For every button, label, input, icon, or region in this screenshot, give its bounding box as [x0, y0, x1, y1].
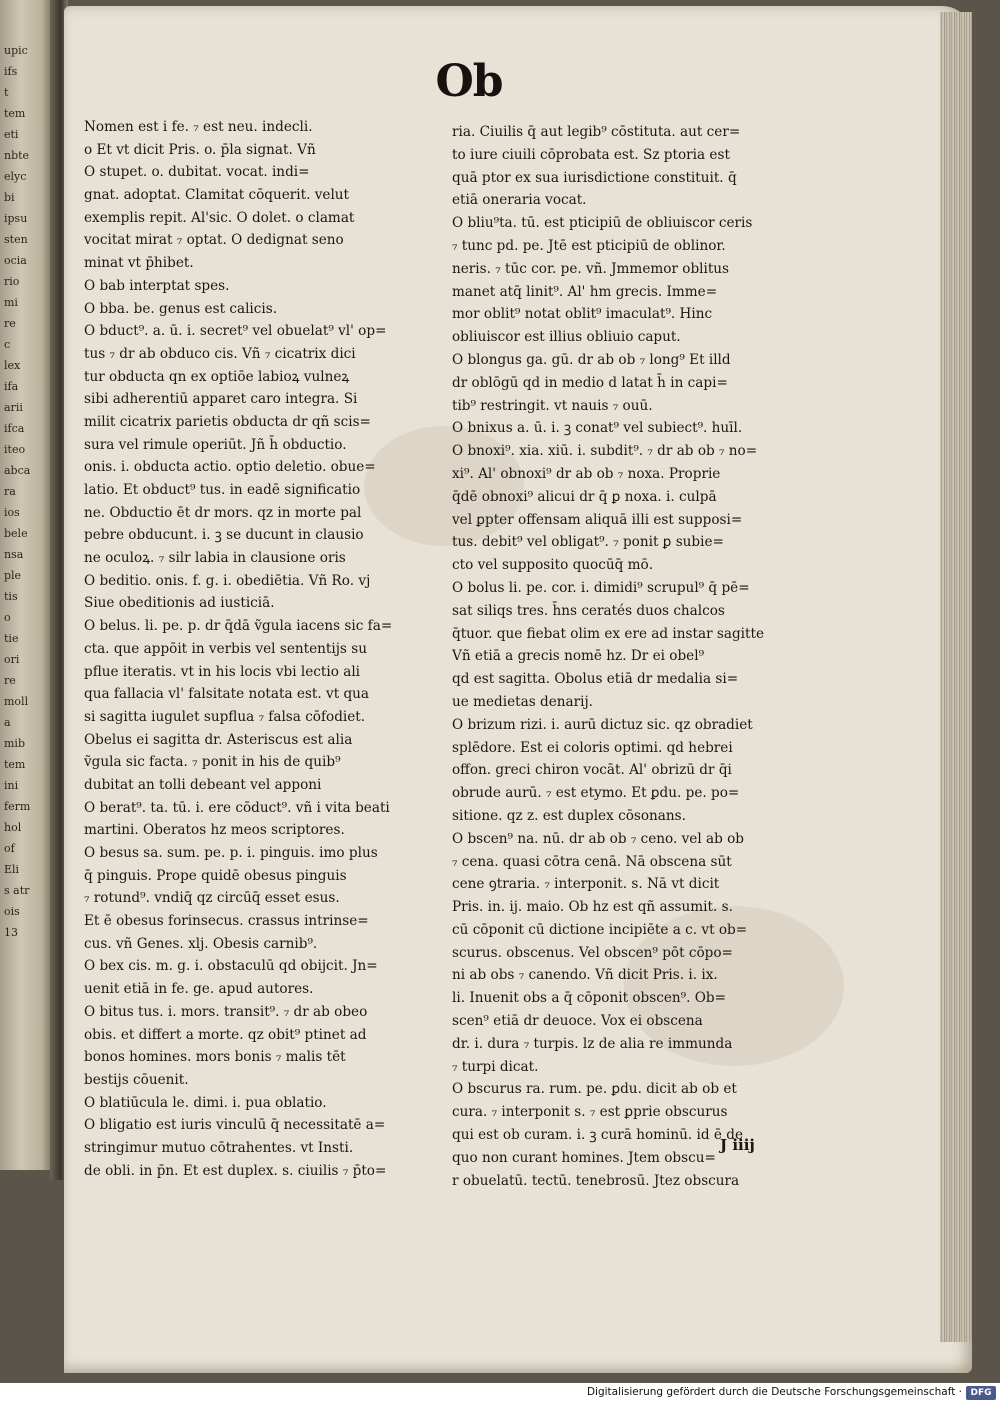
dfg-logo: DFG [966, 1386, 996, 1400]
facing-page-fragment: ocia [4, 254, 27, 267]
text-line: cus. vñ Genes. xlj. Obesis carnib⁹. [84, 935, 318, 952]
text-line: Vñ etiā a grecis nomē hz. Dr ei obel⁹ [452, 648, 705, 665]
text-line: mor oblit⁹ notat oblit⁹ imaculat⁹. Hinc [452, 306, 713, 323]
text-line: ria. Ciuilis q̄ aut legib⁹ cōstituta. aut cer= [452, 124, 741, 140]
text-line: O blongus ga. gū. dr ab ob ₇ long⁹ Et illd [452, 351, 731, 368]
text-line: to iure ciuili cōprobata est. Sz ptoria est [452, 146, 730, 163]
facing-page-fragment: sten [4, 233, 28, 246]
facing-page-fragment: ori [4, 653, 20, 666]
text-line: O bduct⁹. a. ū. i. secret⁹ vel obuelat⁹ vl' op= [84, 323, 387, 340]
facing-page-fragment: o [4, 611, 11, 624]
text-line: stringimur mutuo cōtrahentes. vt Insti. [84, 1139, 354, 1156]
text-line: obrude aurū. ₇ est etymo. Et ꝑdu. pe. po= [452, 785, 740, 802]
text-line: O brizum rizi. i. aurū dictuz sic. qz obradiet [452, 716, 753, 733]
text-line: obis. et differt a morte. qz obit⁹ ptinet ad [84, 1026, 367, 1043]
text-line: onis. i. obducta actio. optio deletio. obue= [84, 459, 376, 476]
text-line: ue medietas denarij. [452, 693, 594, 710]
text-line: cura. ₇ interponit s. ₇ est ꝑprie obscurus [452, 1104, 728, 1121]
facing-page-fragment: nbte [4, 149, 30, 162]
text-line: ₇ tunc pd. pe. Jtē est pticipiū de oblinor. [452, 237, 726, 254]
text-line: tus. debit⁹ vel obligat⁹. ₇ ponit ꝑ subie= [452, 534, 724, 551]
text-line: obliuiscor est illius obliuio caput. [452, 329, 681, 346]
text-line: milit cicatrix parietis obducta dr qñ scis= [84, 413, 371, 430]
text-line: q̄ pinguis. Prope quidē obesus pinguis [84, 867, 347, 884]
facing-page-fragment: lex [4, 359, 21, 372]
facing-page-fragment: s atr [4, 884, 30, 897]
text-line: qua fallacia vl' falsitate notata est. vt qua [84, 686, 370, 703]
text-line: Siue obeditionis ad iusticiā. [84, 595, 275, 612]
text-line: O bliu⁹ta. tū. est pticipiū de obliuiscor ceris [452, 215, 753, 232]
text-line: tib⁹ restringit. vt nauis ₇ ouū. [452, 397, 653, 414]
facing-page-fragment: abca [4, 464, 31, 477]
text-line: si sagitta iugulet supflua ₇ falsa cōfodiet. [84, 708, 366, 725]
facing-page-fragment: ipsu [4, 212, 28, 225]
facing-page-fragment: tie [4, 632, 19, 645]
text-line: ne oculoꝝ. ₇ silr labia in clausione oris [84, 550, 346, 567]
left-text-column [84, 116, 456, 1182]
text-line: tus ₇ dr ab obduco cis. Vñ ₇ cicatrix dici [84, 345, 356, 362]
text-line: ₇ turpi dicat. [452, 1058, 539, 1075]
text-line: ni ab obs ₇ canendo. Vñ dicit Pris. i. ix. [452, 967, 718, 984]
text-line: O belus. li. pe. p. dr q̄dā ṽgula iacens sic fa= [84, 618, 393, 635]
text-line: sura vel rimule operiūt. Jñ h̄ obductio. [84, 436, 347, 453]
text-line: bestijs cōuenit. [84, 1071, 189, 1088]
text-line: O blatiūcula le. dimi. i. pua oblatio. [84, 1094, 327, 1111]
text-line: latio. Et obduct⁹ tus. in eadē significatio [84, 482, 361, 498]
text-line: quo non curant homines. Jtem obscu= [452, 1149, 716, 1166]
facing-page-fragment: ple [4, 569, 22, 582]
text-line: ₇ cena. quasi cōtra cenā. Nā obscena sūt [452, 853, 732, 870]
text-line: Pris. in. ij. maio. Ob hz est qñ assumit. s. [452, 899, 733, 916]
text-line: scurus. obscenus. Vel obscen⁹ pōt cōpo= [452, 944, 733, 961]
text-line: O besus sa. sum. pe. p. i. pinguis. imo plus [84, 845, 378, 861]
facing-page-fragment: a [4, 716, 11, 729]
text-line: offon. greci chiron vocāt. Al' obrizū dr q̄i [452, 762, 732, 779]
text-line: sat siliqs tres. h̄ns ceratés duos chalcos [452, 602, 725, 619]
facing-page-fragment: arii [4, 401, 23, 414]
text-line: ne. Obductio ēt dr mors. qz in morte pal [84, 504, 362, 521]
text-line: martini. Oberatos hz meos scriptores. [84, 822, 345, 839]
text-line: pflue iteratis. vt in his locis vbi lectio ali [84, 663, 361, 680]
facing-page-fragment: re [4, 674, 16, 687]
text-line: sibi adherentiū apparet caro integra. Si [84, 391, 358, 408]
text-line: Nomen est i fe. ₇ est neu. indecli. [84, 119, 313, 135]
text-line: qui est ob curam. i. ꝫ curā hominū. id ē de [452, 1127, 744, 1144]
facing-page-edge [0, 0, 52, 1170]
facing-page-fragment: eti [4, 128, 19, 141]
text-line: quā ptor ex sua iurisdictione constituit. q̄ [452, 169, 737, 186]
text-line: o Et vt dicit Pris. o. p̄la signat. Vñ [84, 141, 316, 158]
text-line: r obuelatū. tectū. tenebrosū. Jtez obscura [452, 1172, 740, 1189]
text-line: tur obducta qn ex optiōe labioꝝ vulneꝝ [84, 368, 350, 385]
facing-page-fragment: ra [4, 485, 16, 498]
text-line: O stupet. o. dubitat. vocat. indi= [84, 164, 310, 181]
text-line: O bligatio est iuris vinculū q̄ necessitatē a= [84, 1117, 386, 1134]
facing-page-fragment: Eli [4, 863, 20, 876]
signature-mark: J iiij [720, 1136, 755, 1154]
facing-page-fragment: ios [4, 506, 20, 519]
facing-page-fragment: tem [4, 107, 26, 120]
text-line: ₇ rotund⁹. vndiq̄ qz circūq̄ esset esus. [84, 890, 340, 907]
right-text-column [452, 121, 852, 1192]
facing-page-fragment: ifca [4, 422, 25, 435]
text-line: cto vel supposito quocūq̄ mō. [452, 557, 654, 574]
text-line: Obelus ei sagitta dr. Asteriscus est alia [84, 731, 353, 748]
facing-page-fragment: hol [4, 821, 22, 834]
facing-page-fragment: rio [4, 275, 20, 288]
text-line: vocitat mirat ₇ optat. O dedignat seno [84, 232, 344, 249]
facing-page-fragment: iteo [4, 443, 26, 456]
text-line: dr. i. dura ₇ turpis. lz de alia re immunda [452, 1035, 733, 1052]
page-fore-edge [940, 12, 972, 1342]
facing-page-fragment: bele [4, 527, 28, 540]
text-line: cū cōponit cū dictione incipiēte a c. vt ob= [452, 921, 748, 938]
facing-page-text-fragments [4, 40, 44, 1140]
text-line: ṽgula sic facta. ₇ ponit in his de quib⁹ [84, 754, 341, 771]
text-line: O berat⁹. ta. tū. i. ere cōduct⁹. vñ i vita beati [84, 799, 390, 816]
facing-page-fragment: mi [4, 296, 18, 309]
facing-page-fragment: nsa [4, 548, 24, 561]
text-line: O bnoxi⁹. xia. xiū. i. subdit⁹. ₇ dr ab ob ₇ no= [452, 443, 758, 460]
text-line: splēdore. Est ei coloris optimi. qd hebrei [452, 739, 733, 756]
text-line: scen⁹ etiā dr deuoce. Vox ei obscena [452, 1013, 703, 1030]
text-line: uenit etiā in fe. ge. apud autores. [84, 981, 314, 998]
facing-page-fragment: bi [4, 191, 15, 204]
facing-page-fragment: ini [4, 779, 19, 792]
text-line: O bnixus a. ū. i. ꝫ conat⁹ vel subiect⁹. huīl. [452, 420, 743, 437]
text-line: O bscurus ra. rum. pe. ꝑdu. dicit ab ob et [452, 1081, 737, 1098]
text-line: q̄tuor. que fiebat olim ex ere ad instar sagitte [452, 625, 764, 642]
text-line: q̄dē obnoxi⁹ alicui dr q̄ ꝑ noxa. i. culpā [452, 488, 717, 505]
facing-page-fragment: ifa [4, 380, 19, 393]
text-line: cta. que appōit in verbis vel sententijs su [84, 640, 367, 657]
facing-page-fragment: ifs [4, 65, 18, 78]
text-line: neris. ₇ tūc cor. pe. vñ. Jmmemor oblitus [452, 260, 730, 277]
text-line: O bex cis. m. g. i. obstaculū qd obijcit. Jn= [84, 958, 378, 975]
text-line: sitione. qz z. est duplex cōsonans. [452, 807, 686, 824]
facing-page-fragment: mib [4, 737, 25, 750]
text-line: O bba. be. genus est calicis. [84, 300, 278, 317]
text-line: Et ē obesus forinsecus. crassus intrinse= [84, 913, 369, 930]
text-line: qd est sagitta. Obolus etiā dr medalia si= [452, 671, 739, 688]
text-line: O bolus li. pe. cor. i. dimidi⁹ scrupul⁹ q̄ pē= [452, 579, 750, 596]
text-line: cene ꝯtraria. ₇ interponit. s. Nā vt dicit [452, 876, 720, 893]
text-line: dr oblōgū qd in medio d latat h̄ in capi= [452, 374, 728, 391]
facing-page-fragment: of [4, 842, 15, 855]
text-line: pebre obducunt. i. ꝫ se ducunt in clausio [84, 527, 364, 544]
facing-page-fragment: c [4, 338, 11, 351]
text-line: O bscen⁹ na. nū. dr ab ob ₇ ceno. vel ab ob [452, 830, 745, 847]
facing-page-fragment: t [4, 86, 9, 99]
facing-page-fragment: upic [4, 44, 28, 57]
text-line: vel ꝑpter offensam aliquā illi est supposi= [452, 511, 743, 528]
text-line: li. Inuenit obs a q̄ cōponit obscen⁹. Ob= [452, 990, 726, 1007]
text-line: exemplis repit. Al'sic. O dolet. o clamat [84, 209, 355, 226]
text-line: manet atq̄ linit⁹. Al' hm grecis. Imme= [452, 283, 718, 300]
footer-bar [0, 1383, 1000, 1403]
text-line: de obli. in p̄n. Et est duplex. s. ciuilis ₇ p̄to= [84, 1162, 387, 1179]
text-line: minat vt p̄hibet. [84, 255, 194, 272]
facing-page-fragment: tem [4, 758, 26, 771]
text-line: bonos homines. mors bonis ₇ malis tēt [84, 1049, 346, 1066]
text-line: xi⁹. Al' obnoxi⁹ dr ab ob ₇ noxa. Proprie [452, 465, 721, 482]
text-line: etiā oneraria vocat. [452, 192, 587, 209]
catchword-header: Ob [435, 56, 503, 107]
facing-page-fragment: ferm [4, 800, 31, 813]
facing-page-fragment: re [4, 317, 16, 330]
facing-page-fragment: moll [4, 695, 29, 708]
text-line: O bitus tus. i. mors. transit⁹. ₇ dr ab obeo [84, 1003, 368, 1020]
document-page [64, 6, 972, 1373]
facing-page-fragment: ois [4, 905, 20, 918]
funding-credit: Digitalisierung gefördert durch die Deutsche Forschungsgemeinschaft · [586, 1386, 962, 1398]
text-line: O bab interptat spes. [84, 277, 230, 294]
facing-page-fragment: elyc [4, 170, 27, 183]
facing-page-fragment: 13 [4, 926, 18, 939]
facing-page-fragment: tis [4, 590, 18, 603]
text-line: dubitat an tolli debeant vel apponi [84, 776, 322, 793]
text-line: O beditio. onis. f. g. i. obediētia. Vñ Ro. vj [84, 572, 371, 589]
text-line: gnat. adoptat. Clamitat cōquerit. velut [84, 187, 350, 204]
